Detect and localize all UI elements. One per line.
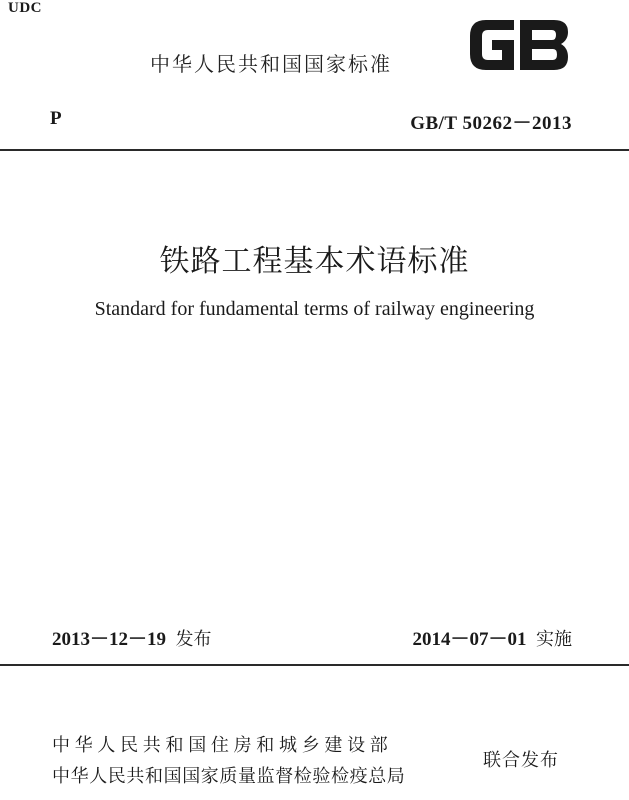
- issuer-ministry: 中华人民共和国住房和城乡建设部: [52, 735, 393, 756]
- joint-issue-label: 联合发布: [483, 750, 559, 771]
- udc-label: UDC: [8, 0, 42, 16]
- implementation-label: 实施: [536, 629, 572, 650]
- classification-letter: P: [50, 108, 62, 129]
- implementation-date: 2014－07－01: [412, 629, 527, 650]
- gb-logo-icon: [466, 14, 572, 76]
- issuer-aqsiq: 中华人民共和国国家质量监督检验检疫总局: [52, 766, 406, 787]
- issue-date-line: [52, 624, 212, 651]
- top-divider: [0, 149, 629, 151]
- title-chinese: 铁路工程基本术语标准: [159, 244, 470, 279]
- standard-code: GB/T 50262－2013: [410, 113, 572, 134]
- issue-label: 发布: [175, 629, 212, 650]
- national-standard-heading: 中华人民共和国国家标准: [150, 52, 392, 76]
- implementation-date-line: [412, 624, 572, 651]
- issue-date: 2013－12－19: [52, 629, 167, 650]
- bottom-divider: [0, 664, 629, 666]
- title-english: Standard for fundamental terms of railway engineering: [94, 298, 535, 320]
